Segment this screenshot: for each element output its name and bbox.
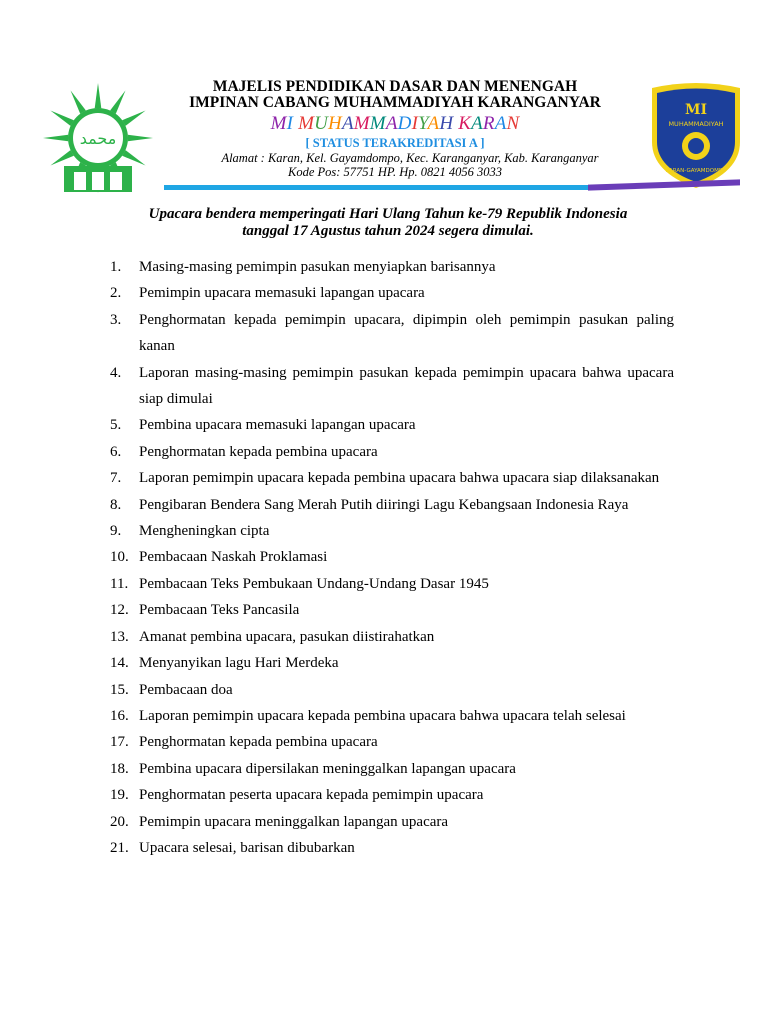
postal-contact: Kode Pos: 57751 HP. Hp. 0821 4056 3033 xyxy=(287,165,502,179)
list-item xyxy=(110,518,674,544)
step-text: Penghormatan peserta upacara kepada pemimpin upacara xyxy=(139,787,484,804)
step-number: 11. xyxy=(110,575,129,592)
step-number: 13. xyxy=(110,628,129,645)
step-number: 15. xyxy=(110,681,129,698)
step-text: Penghormatan kepada pembina upacara xyxy=(139,734,378,751)
step-text: Pembacaan doa xyxy=(139,681,233,698)
step-number: 19. xyxy=(110,787,129,804)
list-item xyxy=(110,492,674,518)
list-item xyxy=(110,597,674,623)
step-number: 18. xyxy=(110,760,129,777)
step-number: 5. xyxy=(110,417,122,434)
list-item xyxy=(110,650,674,676)
step-text: Penghormatan kepada pembina upacara xyxy=(139,443,378,460)
sun-ray-icon xyxy=(71,90,86,113)
list-item xyxy=(110,360,674,413)
step-number: 7. xyxy=(110,470,122,487)
step-number: 8. xyxy=(110,496,122,513)
step-text: Amanat pembina upacara, pasukan diistirahatkan xyxy=(139,628,435,645)
list-item xyxy=(110,571,674,597)
list-item xyxy=(110,280,674,306)
letterhead-divider-blue xyxy=(164,185,588,190)
school-address: Alamat : Karan, Kel. Gayamdompo, Kec. Karanganyar, Kab. Karanganyar xyxy=(221,151,599,165)
list-item xyxy=(110,756,674,782)
ceremony-intro xyxy=(88,206,688,240)
step-text: Mengheningkan cipta xyxy=(139,523,270,540)
sun-ray-icon xyxy=(122,111,145,126)
list-item xyxy=(110,544,674,570)
step-text: Pembacaan Teks Pancasila xyxy=(139,602,300,619)
step-text: Pemimpin upacara memasuki lapangan upacara xyxy=(139,285,425,302)
step-number: 20. xyxy=(110,813,129,830)
list-item xyxy=(110,439,674,465)
list-item xyxy=(110,835,674,861)
ceremony-steps-list xyxy=(110,254,674,861)
sun-ray-icon xyxy=(128,135,153,142)
list-item xyxy=(110,254,674,280)
step-number: 12. xyxy=(110,602,129,619)
sun-ray-icon xyxy=(50,111,73,126)
step-number: 1. xyxy=(110,259,122,275)
step-number: 21. xyxy=(110,839,129,856)
list-item xyxy=(110,624,674,650)
step-text: Penghormatan kepada pemimpin upacara, dipimpin oleh pemimpin pasukan paling kanan xyxy=(139,311,674,355)
list-item xyxy=(110,729,674,755)
step-number: 14. xyxy=(110,655,129,672)
list-item xyxy=(110,809,674,835)
intro-line-1: Upacara bendera memperingati Hari Ulang Tahun ke-79 Republik Indonesia xyxy=(148,206,628,222)
letterhead xyxy=(160,79,630,179)
step-number: 6. xyxy=(110,443,122,460)
step-text: Pembacaan Naskah Proklamasi xyxy=(139,549,328,566)
sun-ray-icon xyxy=(122,150,145,165)
step-text: Pemimpin upacara meninggalkan lapangan upacara xyxy=(139,813,449,830)
accreditation-status: [ STATUS TERAKREDITASI A ] xyxy=(305,136,485,150)
intro-line-2: tanggal 17 Agustus tahun 2024 segera dimulai. xyxy=(242,223,534,239)
step-text: Laporan pemimpin upacara kepada pembina upacara bahwa upacara siap dilaksanakan xyxy=(139,470,660,487)
sun-ray-icon xyxy=(50,150,73,165)
list-item xyxy=(110,703,674,729)
step-text: Laporan masing-masing pemimpin pasukan kepada pemimpin upacara bahwa upacara siap dimulai xyxy=(139,364,674,408)
letterhead-line-2: IMPINAN CABANG MUHAMMADIYAH KARANGANYAR xyxy=(189,94,601,111)
sun-ray-icon xyxy=(95,83,102,108)
list-item xyxy=(110,307,674,360)
step-number: 17. xyxy=(110,734,129,751)
shield-mi-text: MI xyxy=(684,102,708,118)
list-item xyxy=(110,677,674,703)
sun-ray-icon xyxy=(110,90,125,113)
step-text: Pembina upacara dipersilakan meninggalkan lapangan upacara xyxy=(139,760,516,777)
sun-ray-icon xyxy=(43,135,68,142)
step-text: Pengibaran Bendera Sang Merah Putih diiringi Lagu Kebangsaan Indonesia Raya xyxy=(139,496,629,513)
step-number: 16. xyxy=(110,707,129,724)
logo-arabic-text: محمد xyxy=(79,129,117,148)
list-item xyxy=(110,465,674,491)
step-number: 4. xyxy=(110,364,122,381)
list-item xyxy=(110,782,674,808)
list-item xyxy=(110,412,674,438)
step-number: 2. xyxy=(110,285,122,302)
step-text: Laporan pemimpin upacara kepada pembina upacara bahwa upacara telah selesai xyxy=(139,707,626,724)
step-text: Menyanyikan lagu Hari Merdeka xyxy=(139,655,339,672)
shield-ring-bottom-text: KARAN-GAYAMDOMPO xyxy=(665,168,727,174)
letterhead-line-1: MAJELIS PENDIDIKAN DASAR DAN MENENGAH xyxy=(212,78,578,95)
shield-ring-top-text: MUHAMMADIYAH xyxy=(668,120,724,128)
muhammadiyah-logo-icon xyxy=(28,80,168,196)
step-number: 9. xyxy=(110,523,122,540)
school-shield-logo-icon xyxy=(646,80,746,192)
step-text: Upacara selesai, barisan dibubarkan xyxy=(139,839,355,856)
step-number: 3. xyxy=(110,311,122,328)
step-text: Masing-masing pemimpin pasukan menyiapkan barisannya xyxy=(139,259,496,275)
step-text: Pembacaan Teks Pembukaan Undang-Undang Dasar 1945 xyxy=(139,575,489,592)
step-text: Pembina upacara memasuki lapangan upacara xyxy=(139,417,416,434)
school-name: MI MUHAMMADIYAH KARAN xyxy=(270,113,520,134)
step-number: 10. xyxy=(110,549,129,566)
